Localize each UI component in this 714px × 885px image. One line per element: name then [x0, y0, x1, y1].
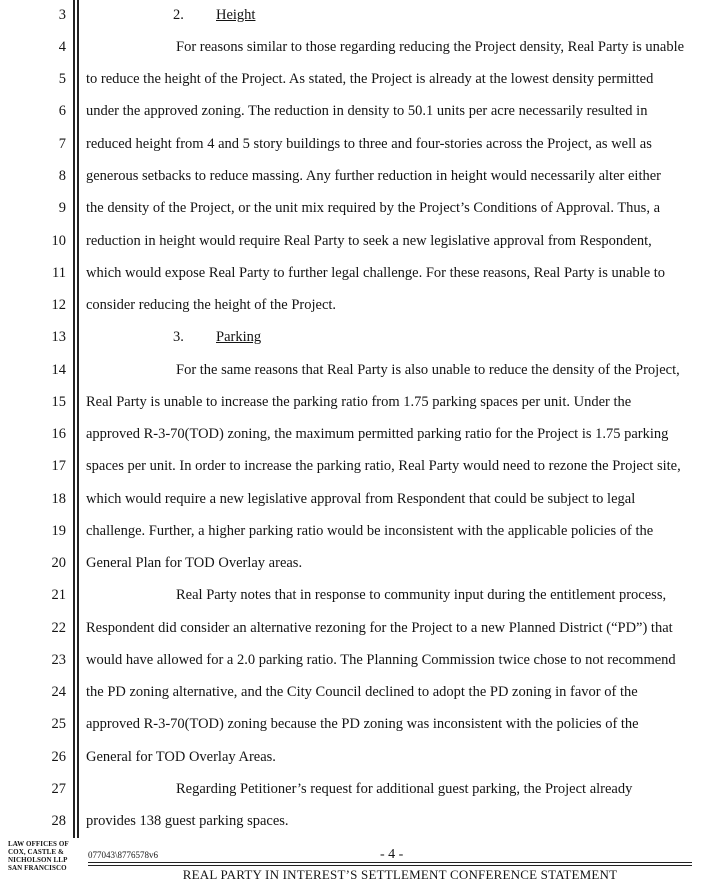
line-number: 13: [51, 329, 66, 345]
body-line: to reduce the height of the Project. As stated, the Project is already at the lowest density permitted: [86, 71, 654, 87]
body-line: the density of the Project, or the unit mix required by the Project’s Conditions of Approval. Thus, a: [86, 200, 661, 216]
line-number: 9: [58, 200, 66, 216]
line-number: 3: [58, 7, 66, 23]
line-number: 18: [51, 491, 66, 507]
line-number: 26: [51, 749, 66, 765]
line-number: 5: [58, 71, 66, 87]
body-line: which would expose Real Party to further legal challenge. For these reasons, Real Party is unable to: [86, 265, 666, 281]
firm-line: LAW OFFICES OF: [8, 840, 69, 848]
body-line: General Plan for TOD Overlay areas.: [86, 555, 303, 571]
line-number: 16: [51, 426, 66, 442]
body-line: which would require a new legislative approval from Respondent that could be subject to legal: [86, 491, 636, 507]
body-line: For reasons similar to those regarding reducing the Project density, Real Party is unable: [176, 39, 685, 55]
body-line: approved R-3-70(TOD) zoning, the maximum permitted parking ratio for the Project is 1.75 parking: [86, 426, 669, 442]
line-number: 19: [51, 523, 66, 539]
body-line: approved R-3-70(TOD) zoning because the PD zoning was inconsistent with the policies of the: [86, 716, 639, 732]
document-id: 077043\8776578v6: [88, 850, 159, 860]
firm-line: COX, CASTLE &: [8, 848, 64, 856]
firm-line: NICHOLSON LLP: [8, 856, 68, 864]
body-line: Real Party notes that in response to community input during the entitlement process,: [176, 587, 667, 603]
line-number: 4: [58, 39, 66, 55]
body-line: For the same reasons that Real Party is also unable to reduce the density of the Project,: [176, 362, 680, 378]
left-margin-rule-inner: [77, 0, 79, 838]
line-number: 12: [51, 297, 66, 313]
line-number: 7: [58, 136, 66, 152]
line-number: 15: [51, 394, 66, 410]
line-number: 25: [51, 716, 66, 732]
body-line: would have allowed for a 2.0 parking ratio. The Planning Commission twice chose to not recommend: [86, 652, 676, 668]
line-number: 24: [51, 684, 66, 700]
line-number: 10: [51, 233, 66, 249]
line-number: 8: [58, 168, 66, 184]
body-line: Real Party is unable to increase the parking ratio from 1.75 parking spaces per unit. Under the: [86, 394, 632, 410]
body-line: generous setbacks to reduce massing. Any further reduction in height would necessarily alter either: [86, 168, 661, 184]
section-heading-height: Height: [216, 7, 256, 23]
firm-line: SAN FRANCISCO: [8, 864, 67, 872]
body-line: provides 138 guest parking spaces.: [86, 813, 289, 829]
body-line: General for TOD Overlay Areas.: [86, 749, 276, 765]
line-number: 14: [51, 362, 66, 378]
page-number: - 4 -: [380, 847, 404, 862]
line-number: 20: [51, 555, 66, 571]
body-line: under the approved zoning. The reduction in density to 50.1 units per acre necessarily resulted in: [86, 103, 648, 119]
line-number: 27: [51, 781, 66, 797]
line-number: 21: [51, 587, 66, 603]
body-line: Respondent did consider an alternative rezoning for the Project to a new Planned District (“PD”) that: [86, 620, 673, 636]
law-firm-block: [8, 840, 69, 872]
line-number: 22: [51, 620, 66, 636]
section-number: 2.: [173, 7, 184, 23]
body-line: reduction in height would require Real Party to seek a new legislative approval from Respondent,: [86, 233, 652, 249]
line-number: 23: [51, 652, 66, 668]
body-line: challenge. Further, a higher parking ratio would be inconsistent with the applicable policies of the: [86, 523, 654, 539]
left-margin-rule-outer: [73, 0, 75, 838]
body-line: consider reducing the height of the Project.: [86, 297, 337, 313]
body-line: the PD zoning alternative, and the City Council declined to adopt the PD zoning in favor of the: [86, 684, 638, 700]
body-line: Regarding Petitioner’s request for additional guest parking, the Project already: [176, 781, 633, 797]
line-number: 11: [52, 265, 66, 281]
section-heading-parking: Parking: [216, 329, 262, 345]
footer-rule: [88, 862, 692, 863]
line-number: 17: [51, 458, 66, 474]
line-number: 28: [51, 813, 66, 829]
line-number: 6: [58, 103, 66, 119]
document-title: REAL PARTY IN INTEREST’S SETTLEMENT CONFERENCE STATEMENT: [182, 867, 618, 882]
footer-rule: [88, 865, 692, 866]
body-line: reduced height from 4 and 5 story buildings to three and four-stories across the Project, as well as: [86, 136, 652, 152]
section-number: 3.: [173, 329, 184, 345]
body-line: spaces per unit. In order to increase the parking ratio, Real Party would need to rezone the Project site,: [86, 458, 681, 474]
